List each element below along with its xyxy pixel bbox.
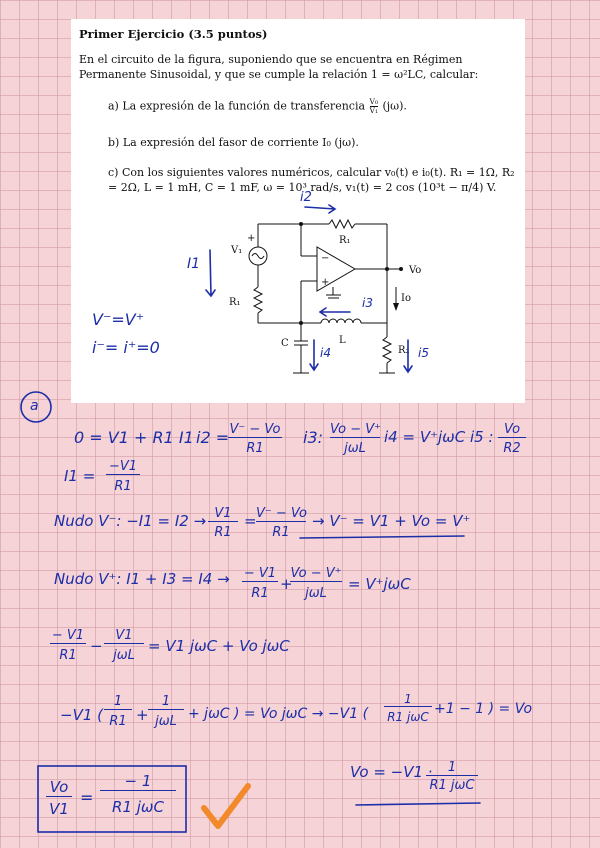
label-vo: Vo [409, 265, 422, 276]
ink-i2-lhs: i2 = [196, 428, 230, 447]
label-c: C [281, 338, 289, 349]
ink-line3-f2-den: jωL [113, 648, 135, 663]
ink-i3-lhs: i3: [303, 428, 324, 447]
ink-side-note-1: V⁻=V⁺ [92, 310, 145, 329]
item-a-text: a) La expresión de la función de transferencia [108, 99, 366, 113]
label-v1: V₁ [231, 245, 243, 256]
label-io: Io [401, 293, 411, 304]
ink-I1-den: R1 [114, 479, 132, 494]
ink-vo-num: 1 [426, 760, 478, 776]
ink-I1-lhs: I1 = [64, 467, 96, 485]
item-a-den: V₁ [369, 106, 378, 115]
ink-line3-f2-num: V1 [104, 628, 144, 644]
item-a-tail: (jω). [382, 99, 407, 113]
ink-line4-a: −V1 ( [60, 706, 103, 724]
ink-result-lhs-den: V1 [49, 800, 69, 818]
ink-node-minus-lhs: Nudo V⁻: −I1 = I2 → [54, 512, 207, 530]
ink-node-minus-f2-num: V⁻ − Vo [256, 506, 307, 521]
ink-vo-den: R1 jωC [429, 778, 475, 793]
item-c: c) Con los siguientes valores numéricos, calcular v₀(t) e i₀(t). R₁ = 1Ω, R₂ = 2Ω, L = 1 mH, C = 1 mF, ω = 10³ rad/s, v₁(t) = 2 cos (10³t − π/4) V. [108, 166, 515, 194]
ink-part-label: a [30, 398, 39, 414]
ink-i5-den: R2 [503, 441, 521, 456]
ink-line4-f1-num: 1 [104, 694, 132, 710]
label-opamp-minus: − [321, 253, 330, 264]
ink-node-plus-f1-den: R1 [251, 586, 269, 601]
ink-node-minus-eq: = [244, 512, 257, 530]
label-opamp-plus: + [321, 277, 330, 288]
ink-line4-c: +1 − 1 ) = Vo [434, 701, 533, 717]
ink-line3-rhs: = V1 jωC + Vo jωC [148, 637, 290, 655]
ink-side-note-2: i⁻= i⁺=0 [92, 338, 160, 357]
item-a-num: V₀ [369, 97, 378, 106]
ink-i2-num: V⁻ − Vo [229, 422, 281, 437]
ink-i5-num: Vo [498, 422, 526, 438]
ink-eq-kvl: 0 = V1 + R1 I1 [74, 428, 194, 447]
ink-node-plus-lhs: Nudo V⁺: I1 + I3 = I4 → [54, 570, 230, 588]
ink-i5-lhs: i5 : [470, 428, 494, 446]
ink-node-plus-f2-den: jωL [305, 586, 327, 601]
ink-line4-f2-den: jωL [155, 714, 177, 729]
ink-line4-plus: + [136, 706, 149, 724]
ink-i2-den: R1 [246, 441, 264, 456]
ink-result-eq: = [80, 788, 94, 807]
ink-I1-num: −V1 [106, 459, 140, 475]
ink-node-plus-plus: + [280, 575, 293, 593]
ink-i3-den: jωL [344, 441, 366, 456]
ink-node-minus-f2-den: R1 [272, 525, 290, 540]
ink-node-plus-rhs: = V⁺jωC [348, 575, 411, 593]
label-l: L [339, 335, 346, 346]
ink-node-minus-f1-num: V1 [208, 506, 238, 522]
label-r1-left: R₁ [229, 297, 241, 308]
problem-title: Primer Ejercicio (3.5 puntos) [79, 27, 268, 41]
ink-line4-f3-den: R1 jωC [387, 710, 429, 724]
ink-line3-f1-num: − V1 [51, 628, 85, 643]
ink-i4-eq: i4 = V⁺jωC [384, 428, 466, 446]
ink-line3-f1-den: R1 [59, 648, 77, 663]
ink-vo-lhs: Vo = −V1 · [350, 763, 433, 781]
check-mark-icon [204, 786, 248, 826]
ink-line4-f2-num: 1 [148, 694, 184, 710]
ink-line3-minus: − [90, 637, 103, 655]
problem-intro: En el circuito de la figura, suponiendo que se encuentra en Régimen Permanente Sinusoidal, y que se cumple la relación 1 = ω²LC, calcular: [79, 53, 479, 81]
ink-i3-num: Vo − V⁺ [330, 422, 381, 437]
ink-line4-b: + jωC ) = Vo jωC → −V1 ( [188, 706, 369, 722]
ink-result-lhs-num: Vo [46, 778, 72, 797]
label-r1-top: R₁ [339, 235, 351, 246]
item-b: b) La expresión del fasor de corriente I₀ (jω). [108, 136, 359, 149]
ink-node-minus-f1-den: R1 [214, 525, 232, 540]
ink-result-rhs-den: R1 jωC [112, 798, 164, 816]
ink-i5-label: i5 [418, 346, 429, 360]
ink-node-plus-f2-num: Vo − V⁺ [290, 566, 342, 581]
ink-i2-label: i2 [300, 190, 312, 205]
label-plus: + [247, 233, 256, 244]
ink-result-rhs-num: − 1 [100, 772, 176, 791]
ink-node-minus-rhs: → V⁻ = V1 + Vo = V⁺ [312, 512, 471, 530]
ink-I1-label: I1 [187, 256, 201, 272]
ink-i4-label: i4 [320, 346, 331, 360]
ink-i3-label: i3 [362, 296, 373, 310]
label-r2: R₂ [398, 345, 410, 356]
ink-line4-f3-num: 1 [384, 692, 432, 707]
ink-node-plus-f1-num: − V1 [243, 566, 277, 581]
ink-line4-f1-den: R1 [109, 714, 127, 729]
